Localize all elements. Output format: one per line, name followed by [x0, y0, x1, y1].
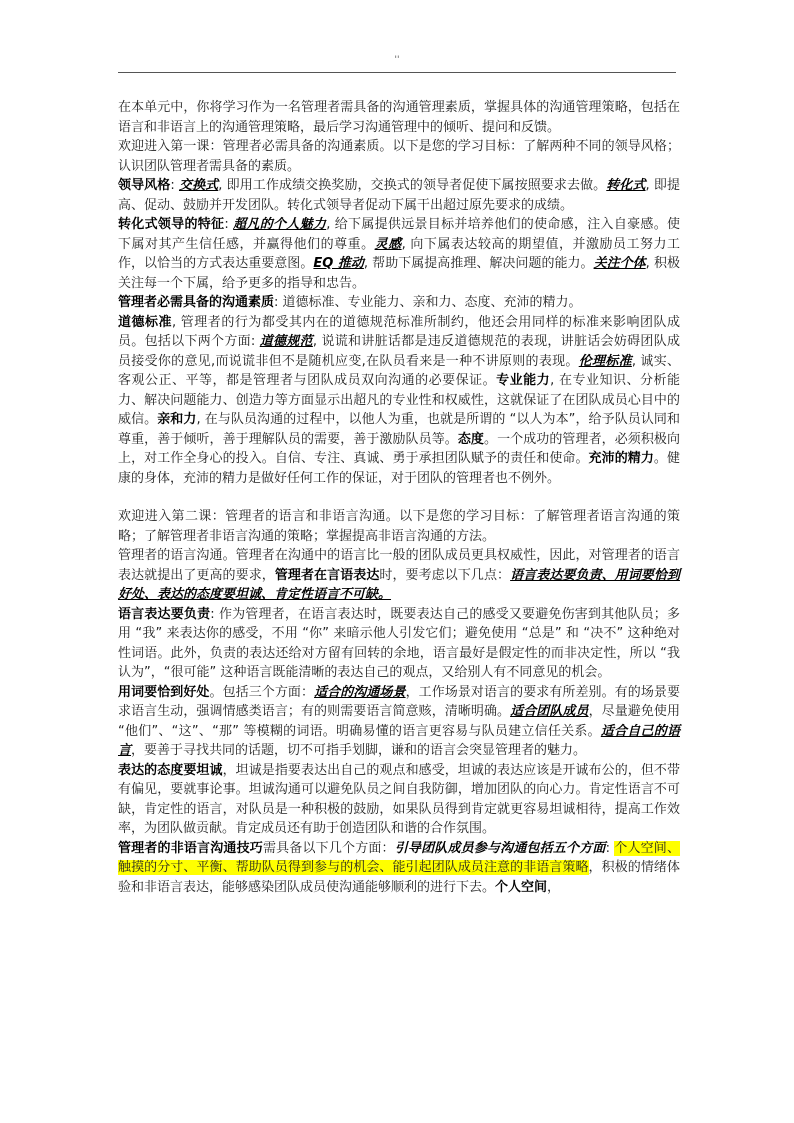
paragraph [118, 98, 680, 137]
text-run: , 给下属提供远景目标并培养他们的使命感，注入自豪感。使下属对其产生信任感，并赢得他们的尊重。 [118, 217, 680, 252]
emphasized-text: 管理者必需具备的沟通素质 [118, 295, 275, 310]
emphasized-text: 用词要恰到好处 [118, 684, 210, 700]
text-run: , 积极关注每一个下属，给予更多的指导和忠告。 [118, 256, 680, 291]
paragraph [118, 761, 680, 839]
document-body [118, 98, 680, 897]
text-run: 管理者的语言沟通。管理者在沟通中的语言比一般的团队成员更具权威性，因此，对管理者的语言表达就提出了更高的要求， [118, 548, 680, 583]
emphasized-text: 道德标准 [118, 314, 173, 330]
emphasized-text: 态度 [457, 431, 484, 447]
emphasized-text: 个人空间 [495, 879, 548, 895]
text-run: ， [547, 879, 561, 895]
text-run: 。包括三个方面： [209, 684, 315, 700]
header-rule [118, 72, 676, 73]
paragraph [118, 293, 680, 313]
emphasized-text: 亲和力 [157, 412, 197, 427]
text-run: : [605, 840, 615, 856]
text-run: , 在与队员沟通的过程中，以他人为重，也就是所谓的 “以人为本”，给予队员认同和尊重，善于倾听，善于理解队员的需要，善于激励队员等。 [118, 412, 680, 447]
text-run: 欢迎进入第二课：管理者的语言和非语言沟通。以下是您的学习目标：了解管理者语言沟通的策略；了解管理者非语言沟通的策略；掌握提高非语言沟通的方法。 [118, 509, 680, 544]
text-run: : [170, 178, 179, 193]
text-run: ，尽量避免使用 “他们”、“这”、“那” 等模糊的词语。明确易懂的语言更容易与队员建立信任关系。 [118, 704, 680, 739]
emphasized-text: 伦理标准 [578, 353, 632, 369]
text-run: 欢迎进入第一课：管理者必需具备的沟通素质。以下是您的学习目标：了解两种不同的领导风格；认识团队管理者需具备的素质。 [118, 139, 680, 174]
text-run: 。一个成功的管理者，必须积极向上，对工作全身心的投入。自信、专注、真诚、勇于承担团队赋予的责任和使命。 [118, 431, 680, 466]
emphasized-text: 专业能力 [496, 373, 551, 388]
text-run: 需具备以下几个方面： [262, 840, 395, 856]
paragraph [118, 215, 680, 293]
text-run: 。健康的身体，充沛的精力是做好任何工作的保证，对于团队的管理者也不例外。 [118, 451, 680, 486]
text-run: 在本单元中，你将学习作为一名管理者需具备的沟通管理素质，掌握具体的沟通管理策略，包括在语言和非语言上的沟通管理策略，最后学习沟通管理中的倾听、提问和反馈。 [118, 100, 680, 135]
paragraph [118, 313, 680, 489]
text-run: , 管理者的行为都受其内在的道德规范标准所制约，他还会用同样的标准来影响团队成员。包括以下两个方面: [118, 314, 680, 349]
text-run: , 向下属表达较高的期望值，并激励员工努力工作，以恰当的方式表达重要意图。 [118, 236, 680, 271]
text-run: , 说谎和讲脏话都是违反道德规范的表现，讲脏话会妨碍团队成员接受你的意见,而说谎非但不是随机应变,在队员看来是一种不讲原则的表现。 [118, 334, 681, 369]
paragraph [118, 137, 680, 176]
emphasized-text: 转化式领导的特征 [118, 217, 225, 232]
emphasized-text: 超凡的个人魅力 [233, 217, 327, 232]
emphasized-text: 适合的沟通场景 [314, 684, 406, 700]
emphasized-text: 领导风格 [118, 178, 171, 193]
emphasized-text: 语言表达要负责、用词要恰到好处、表达的态度要坦诚、肯定性语言不可缺。 [118, 567, 680, 602]
text-run: , 帮助下属提高推理、解决问题的能力。 [363, 256, 594, 271]
text-run: , 即用工作成绩交换奖励，交换式的领导者促使下属按照要求去做。 [218, 178, 607, 193]
text-run: : [224, 217, 234, 232]
emphasized-text: EQ 推动 [313, 256, 364, 271]
emphasized-text: 管理者在言语表达 [274, 567, 380, 583]
emphasized-text: 引导团队成员参与沟通包括五个方面 [394, 840, 606, 856]
text-run: , 即提高、促动、鼓励并开发团队。转化式领导者促动下属干出超过原先要求的成绩。 [118, 178, 680, 213]
paragraph [118, 605, 680, 683]
emphasized-text: 个人空间、触摸的分寸、平衡、帮助队员得到参与的机会、能引起团队成员注意的非语言策略 [118, 840, 680, 875]
emphasized-text: 灵感 [374, 236, 402, 252]
emphasized-text: 道德规范 [259, 334, 313, 349]
paragraph [118, 507, 680, 546]
text-run: , 诚实、客观公正、平等，都是管理者与团队成员双向沟通的必要保证。 [118, 353, 681, 388]
text-run: ，要善于寻找共同的话题，切不可指手划脚，谦和的语言会突显管理者的魅力。 [131, 743, 587, 758]
paragraph [118, 839, 680, 898]
text-run: : 作为管理者，在语言表达时，既要表达自己的感受又要避免伤害到其他队员；多用 “我” 来表达你的感受，不用 “你” 来暗示他人引发它们；避免使用 “总是” 和 “决不” 这种绝对性词语。此外，负责的表达还给对方留有回转的余地，语言最好是假定性的而非决定性，所以 “我认为”，“很可能” 这种语言既能清晰的表达自己的观点，又给别人有不同意见的机会。 [118, 606, 680, 680]
emphasized-text: 转化式 [606, 178, 646, 193]
emphasized-text: 交换式 [178, 178, 219, 193]
paragraph [118, 176, 680, 215]
text-run: , 在专业知识、分析能力、解决问题能力、创造力等方面显示出超凡的专业性和权威性，这就保证了在团队成员心目中的威信。 [118, 373, 680, 427]
emphasized-text: 表达的态度要坦诚 [118, 762, 223, 778]
emphasized-text: 适合自己的语言 [118, 723, 680, 758]
emphasized-text: 管理者的非语言沟通技巧 [118, 840, 263, 856]
page-header-mark: '' [394, 55, 400, 65]
emphasized-text: 关注个体 [593, 256, 646, 271]
text-run: ，积极的情绪体验和非语言表达，能够感染团队成员使沟通能够顺利的进行下去。 [118, 860, 680, 895]
text-run: ，坦诚是指要表达出自己的观点和感受，坦诚的表达应该是开诚布公的，但不带有偏见，要就事论事。坦诚沟通可以避免队员之间自我防御，增加团队的向心力。肯定性语言不可缺，肯定性的语言，对队员是一种积极的鼓励，如果队员得到肯定就更容易坦诚相待，提高工作效率，为团队做贡献。肯定成员还有助于创造团队和谐的合作氛围。 [118, 762, 680, 836]
paragraph [118, 546, 680, 605]
emphasized-text: 语言表达要负责 [118, 606, 211, 622]
paragraph [118, 683, 680, 761]
text-run: 时，要考虑以下几点： [379, 567, 511, 583]
emphasized-text: 充沛的精力 [588, 451, 654, 466]
text-run: : 道德标准、专业能力、亲和力、态度、充沛的精力。 [274, 295, 582, 310]
emphasized-text: 适合团队成员 [510, 704, 589, 719]
text-run: ，工作场景对语言的要求有所差别。有的场景要求语言生动，强调情感类语言；有的则需要语言简意赅，清晰明确。 [118, 684, 680, 719]
